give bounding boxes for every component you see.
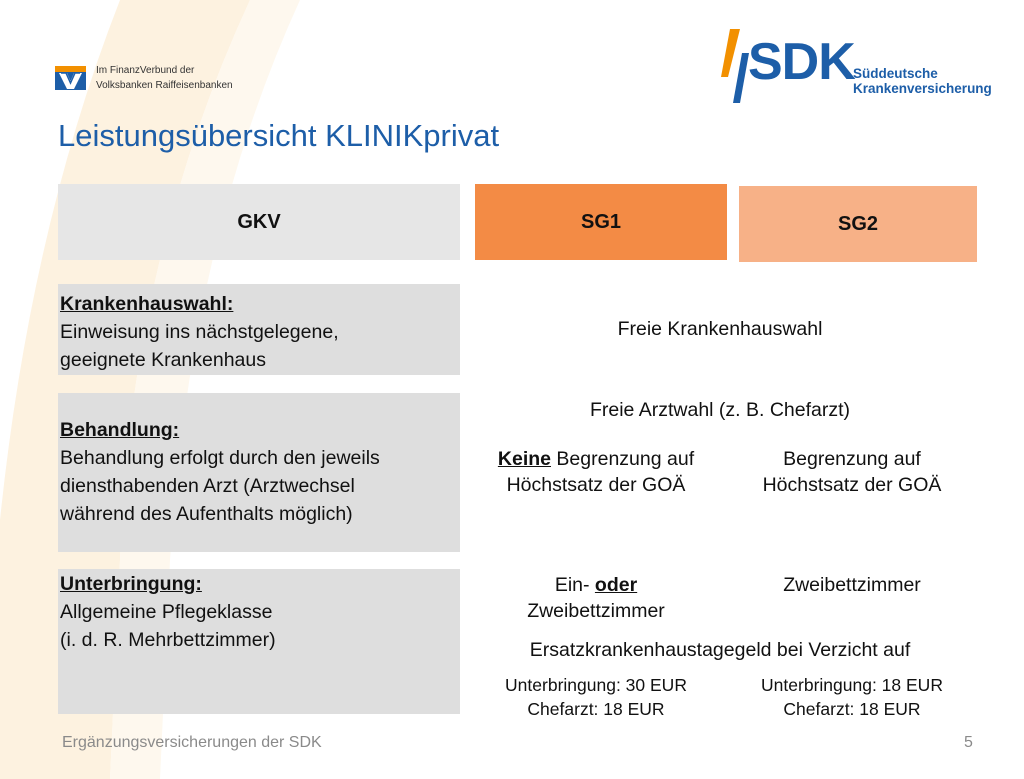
header-sg1: SG1 — [475, 184, 727, 260]
behandlung-sg2 — [733, 446, 971, 498]
unterbringung-sg1 — [470, 572, 722, 624]
behandlung-line-2: diensthabenden Arzt (Arztwechsel — [60, 475, 355, 497]
vb-line-2: Volksbanken Raiffeisenbanken — [96, 80, 233, 91]
sdk-sub-1: Süddeutsche — [853, 66, 938, 81]
gkv-unterbringung-box — [58, 569, 460, 714]
footer-text: Ergänzungsversicherungen der SDK — [62, 734, 322, 751]
header-sg2: SG2 — [739, 186, 977, 262]
sg2-ersatz-line-1: Unterbringung: 18 EUR — [761, 675, 943, 695]
krankenhaus-line-1: Einweisung ins nächstgelegene, — [60, 321, 339, 343]
sg2-ersatz-line-2: Chefarzt: 18 EUR — [783, 699, 921, 719]
behandlung-label: Behandlung: — [60, 419, 180, 441]
unterbringung-sg2: Zweibettzimmer — [783, 574, 921, 596]
behandlung-sg2-line-1: Begrenzung auf — [783, 448, 921, 470]
unterbringung-label: Unterbringung: — [60, 573, 202, 595]
sg1-ersatz-line-1: Unterbringung: 30 EUR — [505, 675, 687, 695]
behandlung-combined: Freie Arztwahl (z. B. Chefarzt) — [589, 399, 851, 421]
behandlung-line-1: Behandlung erfolgt durch den jeweils — [60, 447, 380, 469]
unterbringung-line-1: Allgemeine Pflegeklasse — [60, 601, 273, 623]
page-number: 5 — [964, 734, 973, 751]
unterbringung-sg1-ersatz — [470, 673, 722, 721]
behandlung-sg1-emph: Keine — [497, 448, 551, 470]
unterbringung-ersatz: Ersatzkrankenhaustagegeld bei Verzicht auf — [529, 639, 911, 661]
krankenhaus-label: Krankenhauswahl: — [60, 293, 234, 315]
behandlung-sg1 — [470, 446, 722, 498]
unterbringung-sg2-ersatz — [733, 673, 971, 721]
behandlung-sg1-line-2: Höchstsatz der GOÄ — [506, 474, 686, 496]
unterbringung-sg1-emph: oder — [594, 574, 638, 596]
sdk-sub-2: Krankenversicherung — [853, 81, 992, 96]
page-title: Leistungsübersicht KLINIKprivat — [58, 118, 500, 153]
krankenhaus-line-2: geeignete Krankenhaus — [60, 349, 266, 371]
header-gkv: GKV — [58, 184, 460, 260]
volksbank-tagline — [96, 63, 233, 93]
sg1-ersatz-line-2: Chefarzt: 18 EUR — [527, 699, 665, 719]
behandlung-sg1-rest: Begrenzung auf — [551, 448, 695, 470]
gkv-behandlung-box — [58, 393, 460, 552]
gkv-krankenhaus-box — [58, 284, 460, 375]
volksbank-logo — [55, 66, 86, 90]
unterbringung-sg1-pre: Ein- — [554, 574, 595, 596]
behandlung-sg2-line-2: Höchstsatz der GOÄ — [762, 474, 942, 496]
unterbringung-line-2: (i. d. R. Mehrbettzimmer) — [60, 629, 276, 651]
vb-line-1: Im FinanzVerbund der — [96, 65, 195, 76]
behandlung-line-3: während des Aufenthalts möglich) — [60, 503, 353, 525]
krankenhaus-combined: Freie Krankenhauswahl — [617, 318, 823, 340]
sdk-logo-wordmark: SDK — [748, 33, 855, 91]
unterbringung-sg1-line-2: Zweibettzimmer — [527, 600, 665, 622]
sdk-logo-subtitle — [853, 66, 992, 96]
